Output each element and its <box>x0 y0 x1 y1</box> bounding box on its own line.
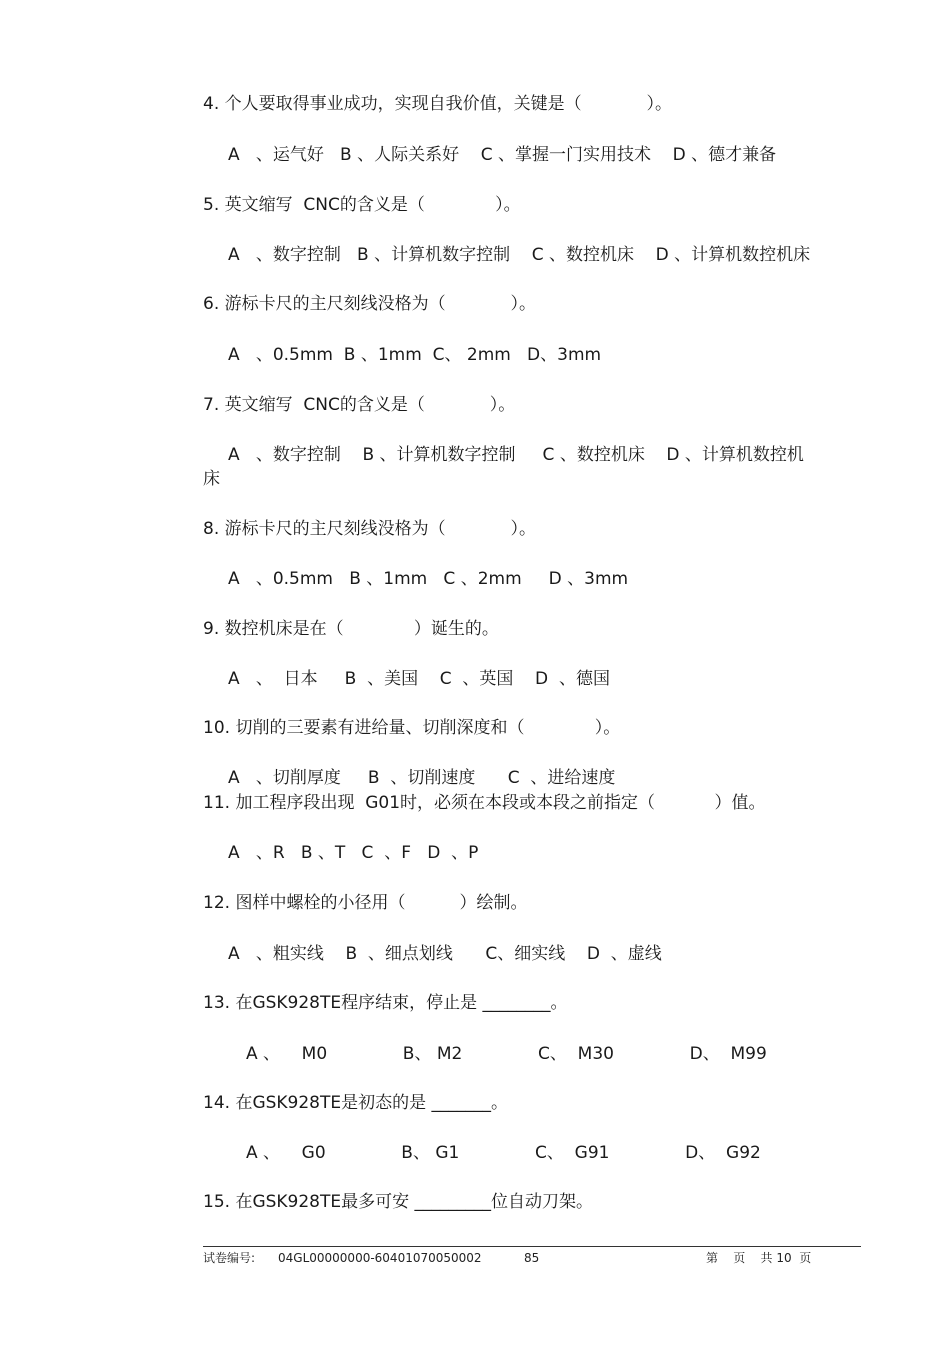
question-10: 10. 切削的三要素有进给量、切削深度和（ ）。 <box>203 718 621 738</box>
options-5: A 、数字控制 B 、计算机数字控制 C 、数控机床 D 、计算机数控机床 <box>228 245 811 265</box>
question-9: 9. 数控机床是在（ ）诞生的。 <box>203 619 499 639</box>
question-6: 6. 游标卡尺的主尺刻线没格为（ ）。 <box>203 294 536 314</box>
footer-page-count: 第 页 共 10 页 <box>706 1251 812 1265</box>
question-4: 4. 个人要取得事业成功，实现自我价值，关键是（ ）。 <box>203 94 672 114</box>
options-12: A 、粗实线 B 、细点划线 C、细实线 D 、虚线 <box>228 944 662 964</box>
options-7: A 、数字控制 B 、计算机数字控制 C 、数控机床 D 、计算机数控机 <box>228 445 804 465</box>
options-7-continued: 床 <box>203 469 220 489</box>
question-8: 8. 游标卡尺的主尺刻线没格为（ ）。 <box>203 519 536 539</box>
options-9: A 、 日本 B 、美国 C 、英国 D 、德国 <box>228 669 610 689</box>
options-10: A 、切削厚度 B 、切削速度 C 、进给速度 <box>228 768 616 788</box>
question-5: 5. 英文缩写 CNC的含义是（ ）。 <box>203 195 521 215</box>
question-14: 14. 在GSK928TE是初态的是 _______。 <box>203 1093 509 1113</box>
question-12: 12. 图样中螺栓的小径用（ ）绘制。 <box>203 893 528 913</box>
footer-exam-code: 04GL00000000-60401070050002 <box>278 1251 482 1265</box>
question-7: 7. 英文缩写 CNC的含义是（ ）。 <box>203 395 516 415</box>
options-6: A 、0.5mm B 、1mm C、 2mm D、3mm <box>228 345 602 365</box>
options-14: A 、 G0 B、 G1 C、 G91 D、 G92 <box>246 1143 761 1163</box>
footer-label: 试卷编号: <box>203 1251 256 1265</box>
options-8: A 、0.5mm B 、1mm C 、2mm D 、3mm <box>228 569 629 589</box>
footer-rule <box>203 1246 861 1247</box>
options-11: A 、R B 、T C 、F D 、P <box>228 843 479 863</box>
options-4: A 、运气好 B 、人际关系好 C 、掌握一门实用技术 D 、德才兼备 <box>228 145 777 165</box>
question-15: 15. 在GSK928TE最多可安 _________位自动刀架。 <box>203 1192 594 1212</box>
footer-number: 85 <box>524 1251 540 1265</box>
options-13: A 、 M0 B、 M2 C、 M30 D、 M99 <box>246 1044 767 1064</box>
question-13: 13. 在GSK928TE程序结束，停止是 ________。 <box>203 993 568 1013</box>
question-11: 11. 加工程序段出现 G01时，必须在本段或本段之前指定（ ）值。 <box>203 793 766 813</box>
